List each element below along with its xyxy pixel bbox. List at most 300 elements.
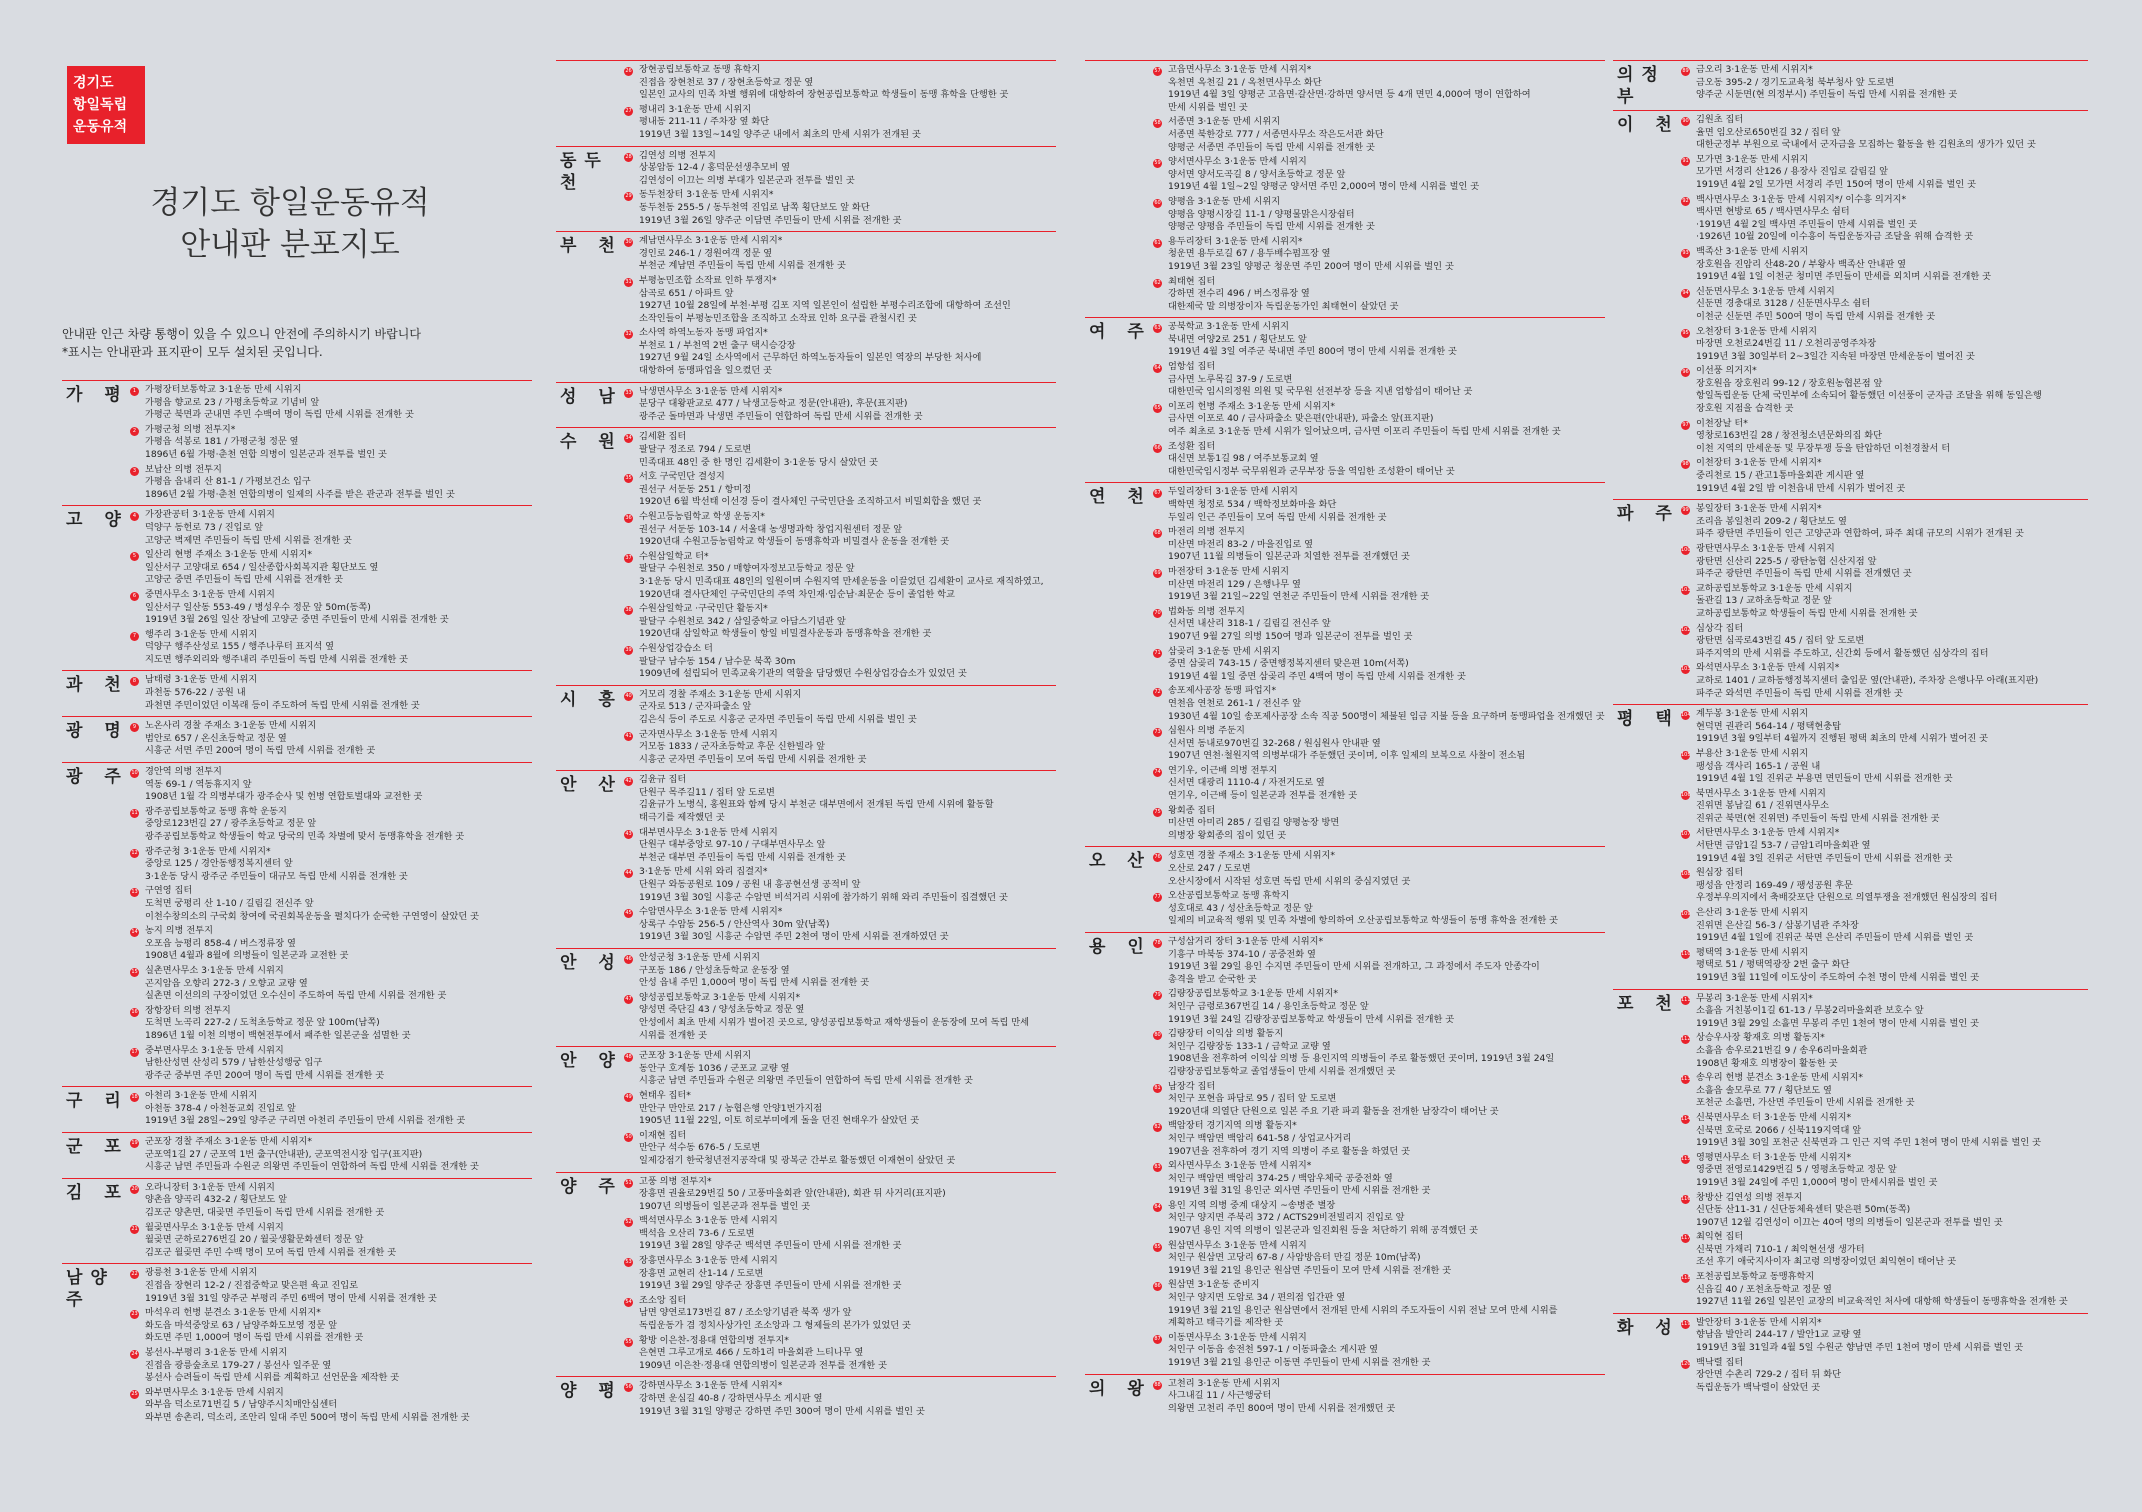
site-text: [1696, 1152, 1937, 1190]
site-number-badge: 22: [131, 1271, 138, 1278]
region-section: [1613, 110, 2088, 497]
site-number-badge: 102: [1681, 626, 1691, 633]
site-title: 창방산 김연성 의병 전투지: [1696, 1191, 1803, 1203]
site-entry: [1153, 988, 1605, 1026]
site-title: 오라니장터 3·1운동 만세 시위지: [145, 1181, 275, 1193]
site-title: 수암면사무소 3·1운동 만세 시위지*: [639, 906, 783, 918]
site-detail: 동두천동 255-5 / 동두천역 진입로 남쪽 횡단보도 앞 화단: [639, 201, 870, 213]
site-entry: [624, 1295, 1056, 1333]
site-number-badge: 6: [130, 592, 139, 601]
site-number-badge: 104: [1681, 712, 1691, 719]
site-detail: 지도면 행주외리와 행주내리 주민들이 독립 만세 시위를 전개한 곳: [145, 653, 408, 665]
site-text: [145, 1222, 396, 1260]
site-detail: 1920년대 의열단 단원으로 일본 주요 기관 파괴 활동을 전개한 남장각이 태어난 곳: [1168, 1105, 1499, 1117]
site-number-badge: 13: [131, 889, 138, 896]
site-detail: 역동 69-1 / 역동휴지지 앞: [145, 778, 252, 790]
site-text: [639, 511, 949, 549]
site-number-badge: 71: [1154, 649, 1161, 656]
site-entry: [1681, 993, 2088, 1031]
site-detail: 양성면 죽단길 43 / 양성초등학교 정문 옆: [639, 1004, 805, 1016]
site-title: 부평농민조합 소작료 인하 투쟁지*: [639, 274, 777, 286]
site-entry: [130, 509, 532, 547]
site-number-badge: 97: [1682, 421, 1689, 428]
site-title: 구성삼거리 장터 3·1운동 만세 시위지*: [1168, 936, 1324, 947]
site-detail: 양평군 서종면 주민들이 독립 만세 시위를 전개한 곳: [1168, 141, 1375, 153]
region-section: [556, 146, 1056, 230]
site-number-badge: 5: [130, 552, 139, 561]
site-title: 서탄면사무소 3·1운동 만세 시위지*: [1696, 827, 1840, 839]
site-number-badge: 74: [1154, 768, 1161, 775]
site-title: 고천리 3·1운동 만세 시위지: [1168, 1377, 1281, 1389]
site-entry: [1681, 1072, 2088, 1110]
site-list: [1153, 1378, 1605, 1418]
site-detail: 1919년 3월 30일 시흥군 수암면 비석거리 시위에 참가하기 위해 와리 주민들이 집결했던 곳: [639, 891, 1008, 903]
site-list: [130, 1136, 532, 1176]
site-detail: 1907년을 전후하여 경기 지역 의병이 주로 활동을 하였던 곳: [1168, 1145, 1410, 1157]
site-detail: 부천군 계남면 주민들이 독립 만세 시위를 전개한 곳: [639, 260, 846, 272]
site-title: 월곶면사무소 3·1운동 만세 시위지: [145, 1221, 284, 1233]
site-text: [1696, 867, 1998, 905]
site-number-badge: 110: [1681, 950, 1691, 957]
region-section: [1085, 60, 1605, 315]
site-detail: 1907년 11월 의병들이 일본군과 치열한 전투를 전개했던 곳: [1168, 551, 1410, 563]
site-text: [1696, 418, 1950, 456]
site-entry: [1681, 543, 2088, 581]
site-entry: [1153, 486, 1605, 524]
site-entry: [1681, 827, 2088, 865]
region-section: [1085, 482, 1605, 844]
site-detail: 1896년 1월 이천 의병이 백현전투에서 패주한 일본군을 섬멸한 곳: [145, 1029, 411, 1041]
site-number-badge: 77: [1154, 894, 1161, 901]
site-detail: 분당구 대왕판교로 477 / 낙생고등학교 정문(안내판), 후문(표지판): [639, 398, 908, 410]
site-list: [130, 1182, 532, 1262]
site-entry: [1681, 1192, 2088, 1230]
site-detail: 서종면 북한강로 777 / 서종면사무소 작은도서관 화단: [1168, 128, 1384, 140]
site-detail: 처인구 양지면 도암로 34 / 편의점 입간판 옆: [1168, 1292, 1346, 1304]
site-detail: 북내면 여양2로 251 / 횡단보도 앞: [1168, 333, 1307, 345]
site-text: [145, 1090, 465, 1128]
site-entry: [624, 511, 1056, 549]
site-text: [1168, 805, 1339, 843]
site-entry: [1681, 708, 2088, 746]
site-number-badge: 60: [1154, 199, 1161, 206]
site-text: [1168, 765, 1357, 803]
site-number-badge: 68: [1154, 530, 1161, 537]
site-list: [1153, 850, 1605, 930]
site-list: [130, 384, 532, 503]
region-name: 파 주: [1617, 504, 1680, 525]
site-title: 이천장터 3·1운동 만세 시위지*: [1696, 457, 1822, 469]
site-detail: 1919년 3월 28일~29일 양주군 구리면 아천리 주민들이 만세 시위를 전개한 곳: [145, 1115, 466, 1127]
site-text: [1696, 543, 1912, 581]
region-section: [1085, 846, 1605, 930]
site-detail: 강하면 전수리 496 / 버스정류장 옆: [1168, 288, 1310, 300]
site-entry: [624, 729, 1056, 767]
site-title: 와석면사무소 3·1운동 만세 시위지*: [1696, 662, 1840, 674]
site-entry: [1681, 1271, 2088, 1309]
site-entry: [130, 885, 532, 923]
site-title: 남장각 집터: [1168, 1080, 1216, 1092]
site-number-badge: 14: [131, 929, 138, 936]
site-entry: [1153, 725, 1605, 763]
site-detail: 1919년 4월 1일~2일 양평군 양서면 주민 2,000여 명이 만세 시위를 벌인 곳: [1168, 181, 1480, 193]
site-detail: 거모동 1833 / 군자초등학교 후문 신한빌라 앞: [639, 741, 826, 753]
site-detail: 우정부우의지에서 축배갖포단 단원으로 의열투쟁을 전개했던 원심장의 집터: [1696, 892, 1998, 904]
site-text: [1696, 1072, 1915, 1110]
site-entry: [1681, 457, 2088, 495]
column-2: [556, 60, 1056, 1422]
site-detail: 1920년대 수원고등농림학교 학생들이 동맹휴학과 비밀결사 운동을 전개한 곳: [639, 536, 950, 548]
site-text: [639, 866, 1008, 904]
site-title: 황방 이은찬-정용대 연합의병 전투지*: [639, 1334, 789, 1346]
site-list: [624, 235, 1056, 380]
region-name: 안 성: [560, 953, 623, 973]
site-detail: 향남읍 발안리 244-17 / 발안1교 교량 옆: [1696, 1329, 1862, 1341]
site-text: [1696, 583, 1918, 621]
site-detail: 오산로 247 / 도로변: [1168, 863, 1251, 875]
region-name: 광 주: [66, 767, 129, 788]
site-detail: 중앙로123번길 27 / 광주초등학교 정문 앞: [145, 818, 317, 830]
site-detail: 1919년 3월 29일 소흘면 무봉리 주민 1천여 명이 만세 시위를 벌인 곳: [1696, 1017, 1980, 1029]
region-name: 오 산: [1089, 851, 1152, 872]
site-title: 백낙렬 집터: [1696, 1356, 1744, 1368]
site-entry: [130, 1307, 532, 1345]
site-text: [1168, 725, 1525, 763]
region-name: 양 평: [560, 1381, 623, 1402]
site-entry: [624, 1380, 1056, 1418]
site-detail: 연기우, 이근배 등이 일본군과 전투를 전개한 곳: [1168, 790, 1358, 802]
site-detail: 1907년 연천·철원지역 의병부대가 주둔했던 곳이며, 이후 일제의 보복으로 사찰이 전소됨: [1168, 750, 1526, 762]
site-number-badge: 69: [1154, 569, 1161, 576]
site-title: 송포제사공장 동맹 파업지*: [1168, 685, 1277, 697]
site-title: 두일리장터 3·1운동 만세 시위지: [1168, 486, 1298, 498]
region-section: [62, 1086, 532, 1130]
site-detail: 시위를 전개한 곳: [639, 1029, 707, 1041]
site-title: 와부면사무소 3·1운동 만세 시위지: [145, 1386, 284, 1398]
site-number-badge: 56: [625, 1384, 632, 1391]
site-number-badge: 54: [625, 1298, 632, 1305]
site-entry: [1681, 1357, 2088, 1395]
site-text: [639, 729, 867, 767]
site-number-badge: 80: [1154, 1032, 1161, 1039]
site-entry: [130, 549, 532, 587]
site-detail: 1896년 6월 가평·춘천 연합 의병이 일본군과 전투를 벌인 곳: [145, 448, 387, 460]
site-title: 원심장 집터: [1696, 867, 1744, 879]
site-text: [1696, 907, 1973, 945]
site-detail: 삼곡로 651 / 아파트 앞: [639, 287, 734, 299]
region-section: [62, 1263, 532, 1426]
site-title: 아천리 3·1운동 만세 시위지: [145, 1090, 258, 1102]
site-detail: 파주 광탄면 주민들이 인근 고양군과 연합하여, 파주 최대 규모의 시위가 전개된 곳: [1696, 528, 2024, 540]
region-section: [62, 1132, 532, 1176]
site-entry: [1153, 156, 1605, 194]
site-detail: 1920년대 결사단체인 구국민단의 주역 차인재·임순남·최문순 등이 졸업한 학교: [639, 588, 955, 600]
site-detail: 교하공립보통학교 학생들이 독립 만세 시위를 전개한 곳: [1696, 607, 1918, 619]
site-detail: 청운면 용두로길 67 / 용두배수펌프장 옆: [1168, 248, 1331, 260]
site-entry: [624, 551, 1056, 601]
site-title: 김원초 집터: [1696, 114, 1744, 125]
site-title: 군포장 경찰 주재소 3·1운동 만세 시위지*: [145, 1136, 312, 1148]
site-detail: 금사면 노루목길 37-9 / 도로변: [1168, 373, 1293, 385]
region-name: 의 왕: [1089, 1378, 1152, 1399]
site-entry: [130, 1045, 532, 1083]
site-detail: 신단동 산11-31 / 신단동체육센터 맞은편 50m(동쪽): [1696, 1204, 1911, 1216]
site-text: [1168, 156, 1479, 194]
site-entry: [1681, 867, 2088, 905]
site-detail: 신서면 내산리 318-1 / 길림길 전신주 앞: [1168, 618, 1331, 630]
site-entry: [1681, 1032, 2088, 1070]
site-entry: [1681, 947, 2088, 985]
site-detail: 1908년 4월과 8월에 의병들이 일본군과 교전한 곳: [145, 950, 349, 962]
site-entry: [624, 603, 1056, 641]
site-number-badge: 91: [1682, 157, 1689, 164]
site-title: 신둔면사무소 3·1운동 만세 시위지: [1696, 285, 1835, 297]
site-text: [1168, 1160, 1430, 1198]
region-name: 이 천: [1617, 115, 1680, 135]
site-detail: 경인로 246-1 / 경원여객 정문 옆: [639, 247, 773, 259]
region-name: 안 산: [560, 775, 623, 796]
site-number-badge: 67: [1154, 490, 1161, 497]
site-detail: 김윤규가 노병식, 홍원표와 함께 당시 부천군 대부면에서 전개된 독립 만세 시위에 활동할: [639, 799, 994, 811]
site-detail: 1919년 4월 1일 진위군 부용면 면민들이 만세 시위를 전개한 곳: [1696, 773, 1953, 785]
site-text: [1696, 1317, 2023, 1355]
site-number-badge: 30: [625, 239, 632, 246]
site-entry: [130, 720, 532, 758]
site-number-badge: 16: [131, 1008, 138, 1015]
site-detail: 평택로 51 / 평택역광장 2번 출구 화단: [1696, 959, 1850, 971]
site-title: 김량장공립보통학교 3·1운동 만세 시위지*: [1168, 988, 1338, 1000]
site-detail: 양평군 양평읍 주민들이 독립 만세 시위를 전개한 곳: [1168, 221, 1375, 233]
site-text: [639, 952, 869, 990]
site-title: 영평면사무소 터 3·1운동 만세 시위지*: [1696, 1151, 1852, 1163]
site-number-badge: 23: [131, 1311, 138, 1318]
site-detail: 1919년 3월 29일 양주군 장흥면 주민들이 만세 시위를 전개한 곳: [639, 1280, 902, 1292]
site-title: 보납산 의병 전투지: [145, 463, 222, 475]
site-detail: 영창로163번길 28 / 창전청소년문화의집 화단: [1696, 430, 1883, 442]
site-number-badge: 3: [130, 467, 139, 476]
site-detail: 1920년대 삼일학교 학생들이 항일 비밀결사운동과 동맹휴학을 전개한 곳: [639, 628, 932, 640]
site-detail: 포천군 소흘면, 가산면 주민들이 만세 시위를 전개한 곳: [1696, 1097, 1915, 1109]
site-entry: [624, 1255, 1056, 1293]
site-title: 서종면 3·1운동 만세 시위지: [1168, 116, 1281, 128]
site-title: 가평장터보통학교 3·1운동 만세 시위지: [145, 384, 302, 395]
site-text: [1696, 748, 1953, 786]
site-detail: 미산면 마전리 83-2 / 마을진입로 옆: [1168, 538, 1314, 550]
site-entry: [1681, 246, 2088, 284]
site-detail: 1930년 4월 10일 송포제사공장 소속 직공 500명이 체불된 임금 지불 등을 요구하며 동맹파업을 전개했던 곳: [1168, 710, 1605, 722]
site-detail: 교하로 1401 / 교하동행정복지센터 출입문 옆(안내판), 주차장 은행나무 아래(표지판): [1696, 674, 2039, 686]
site-list: [1681, 1317, 2088, 1397]
site-list: [1681, 993, 2088, 1311]
site-title: 백사면사무소 3·1운동 만세 시위지*/ 이수흥 의거지*: [1696, 193, 1907, 205]
site-detail: 1919년 4월 2일 모가면 서경리 주민 150여 명이 만세 시위를 벌인 곳: [1696, 178, 1976, 190]
region-section: [1085, 1374, 1605, 1418]
site-detail: 평내동 211-11 / 주차장 옆 화단: [639, 116, 770, 128]
site-detail: 곤지암읍 오향리 272-3 / 오향교 교량 옆: [145, 977, 308, 989]
site-entry: [1153, 1160, 1605, 1198]
site-number-badge: 70: [1154, 609, 1161, 616]
site-detail: 1919년 3월 24일에 주민 1,000여 명이 만세시위를 벌인 곳: [1696, 1176, 1938, 1188]
site-detail: 군자로 513 / 군자파출소 앞: [639, 701, 752, 713]
site-detail: 영중면 전영로1429번길 5 / 영평초등학교 정문 앞: [1696, 1164, 1897, 1176]
site-title: 가장관공터 3·1운동 만세 시위지: [145, 509, 275, 521]
site-number-badge: 34: [625, 435, 632, 442]
site-detail: 1919년 3월 24일 김량장공립보통학교 학생들이 만세 시위를 전개한 곳: [1168, 1013, 1455, 1025]
site-title: 평택역 3·1운동 만세 시위지: [1696, 946, 1809, 958]
site-entry: [624, 1335, 1056, 1373]
site-title: 오천장터 3·1운동 만세 시위지: [1696, 325, 1817, 337]
site-detail: ·1919년 4월 2일 백사면 주민들이 만세 시위를 벌인 곳: [1696, 218, 1918, 230]
site-list: [624, 689, 1056, 769]
site-text: [1696, 286, 1935, 324]
region-section: [556, 427, 1056, 682]
site-text: [639, 104, 921, 142]
site-detail: 장호원읍 장호원리 99-12 / 장호원농협본점 앞: [1696, 377, 1883, 389]
site-title: 이동면사무소 3·1운동 만세 시위지: [1168, 1331, 1307, 1343]
site-detail: 강하면 운심길 40-8 / 강하면사무소 게시판 옆: [639, 1393, 823, 1404]
region-name: 남양주: [66, 1268, 115, 1311]
site-text: [1696, 1192, 2003, 1230]
region-name: 안 양: [560, 1051, 623, 1072]
site-number-badge: 85: [1154, 1243, 1161, 1250]
site-title: 마전리 의병 전투지: [1168, 526, 1245, 538]
site-detail: 연천읍 연천로 261-1 / 전신주 앞: [1168, 697, 1302, 709]
site-detail: 상록구 수암동 256-5 / 안산역사 30m 앞(남쪽): [639, 918, 830, 930]
site-text: [1168, 116, 1384, 154]
site-detail: 시흥군 서면 주민 200여 명이 독립 만세 시위를 전개한 곳: [145, 745, 376, 757]
site-entry: [624, 827, 1056, 865]
site-detail: 시흥군 남면 주민들과 수원군 의왕면 주민들이 연합하여 독립 만세 시위를 전개한 곳: [639, 1075, 973, 1087]
site-number-badge: 105: [1681, 751, 1691, 758]
region-section: [1613, 60, 2088, 108]
region-name: 양 주: [560, 1176, 623, 1197]
site-detail: 팽성읍 객사리 165-1 / 공원 내: [1696, 760, 1821, 772]
site-entry: [130, 1347, 532, 1385]
site-number-badge: 116: [1681, 1195, 1691, 1202]
site-detail: 일본인 교사의 민족 차별 행위에 대항하여 장현공립보통학교 학생들이 동맹 휴학을 단행한 곳: [639, 89, 1009, 101]
site-list: [1153, 936, 1605, 1372]
site-number-badge: 94: [1682, 289, 1689, 296]
region-name: 동두천: [560, 150, 609, 193]
site-entry: [1681, 194, 2088, 244]
region-name: 성 남: [560, 386, 623, 407]
site-detail: 1919년 4월 1일 중면 삼곶리 주민 4백여 명이 독립 만세 시위를 전개한 곳: [1168, 670, 1466, 682]
site-detail: 김량장공립보통학교 졸업생들이 만세 시위를 전개했던 곳: [1168, 1065, 1396, 1077]
site-number-badge: 84: [1154, 1203, 1161, 1210]
region-name: [556, 64, 624, 144]
site-detail: 팔달구 정조로 794 / 도로변: [639, 444, 752, 456]
site-entry: [1681, 64, 2088, 102]
site-entry: [1153, 805, 1605, 843]
site-list: [1681, 114, 2088, 497]
site-detail: 미산면 아미리 285 / 길림길 양평농장 방면: [1168, 817, 1340, 829]
site-entry: [1681, 1152, 2088, 1190]
site-detail: 총격을 받고 순국한 곳: [1168, 973, 1257, 985]
site-number-badge: 53: [625, 1259, 632, 1266]
site-title: 실촌면사무소 3·1운동 만세 시위지: [145, 964, 284, 976]
site-number-badge: 92: [1682, 197, 1689, 204]
site-text: [1168, 566, 1429, 604]
column-4: [1613, 60, 2088, 1398]
site-number-badge: 62: [1154, 279, 1161, 286]
site-list: [130, 1090, 532, 1130]
site-detail: 1919년 3월 30일 포천군 신북면과 그 인근 지역 주민 1천여 명이 만세 시위를 벌인 곳: [1696, 1137, 2042, 1149]
site-detail: 1907년 9월 27일 의병 150여 명과 일본군이 전투를 벌인 곳: [1168, 630, 1413, 642]
site-text: [639, 1380, 925, 1418]
site-number-badge: 47: [625, 995, 632, 1002]
region-section: [62, 670, 532, 714]
site-number-badge: 98: [1682, 461, 1689, 468]
site-detail: 범안로 657 / 온신초등학교 정문 옆: [145, 732, 287, 744]
site-detail: 마장면 오천로24번길 11 / 오천리공영주차장: [1696, 338, 1877, 350]
site-number-badge: 29: [625, 193, 632, 200]
site-number-badge: 7: [130, 632, 139, 641]
region-name: 포 천: [1617, 993, 1680, 1014]
site-detail: 파주군 와석면 주민들이 독립 만세 시위를 전개한 곳: [1696, 687, 1903, 699]
site-entry: [1153, 685, 1605, 723]
site-detail: 조선 후기 애국지사이자 최고령 의병장이었던 최익현이 태어난 곳: [1696, 1256, 1957, 1268]
site-detail: 현덕면 권관리 564-14 / 평택현충탑: [1696, 720, 1841, 732]
site-text: [1168, 685, 1605, 723]
site-detail: 1919년 3월 28일 양주군 백석면 주민들이 만세 시위를 전개한 곳: [639, 1240, 902, 1252]
site-entry: [1681, 662, 2088, 700]
site-entry: [624, 275, 1056, 325]
site-title: 서호 구국민단 결성지: [639, 471, 725, 483]
site-detail: 독립운동가 겸 정치사상가인 조소앙과 그 형제들의 본가가 있었던 곳: [639, 1320, 911, 1332]
site-detail: 광주공립보통학교 학생들이 학교 당국의 민족 차별에 맞서 동맹휴학을 전개한 곳: [145, 831, 465, 842]
site-detail: 1919년 3월 9일부터 4월까지 진행된 평택 최초의 만세 시위가 벌어진 곳: [1696, 733, 1988, 745]
site-detail: 대신면 보통1길 98 / 여주보통교회 옆: [1168, 453, 1319, 465]
site-title: 동두천장터 3·1운동 만세 시위지*: [639, 189, 774, 201]
site-title: 농지 의병 전투지: [145, 925, 213, 937]
site-title: 연기우, 이근배 의병 전투지: [1168, 764, 1278, 776]
site-entry: [1681, 418, 2088, 456]
site-title: 북면사무소 3·1운동 만세 시위지: [1696, 787, 1826, 799]
site-number-badge: 27: [625, 107, 632, 114]
site-detail: 1919년 3월 21일 용인군 이동면 주민들이 만세 시위를 전개한 곳: [1168, 1357, 1431, 1368]
site-list: [1153, 64, 1605, 315]
site-detail: 1919년 4월 3일 양평군 고읍면·갈산면·강하면 양서면 등 4개 면민 4,000여 명이 연합하여: [1168, 89, 1531, 101]
site-number-badge: 88: [1154, 1381, 1161, 1388]
site-detail: 태극기를 제작했던 곳: [639, 812, 725, 824]
site-detail: 1927년 9월 24일 소사역에서 근무하던 하역노동자들이 일본인 역장의 부당한 처사에: [639, 352, 982, 364]
site-detail: 신서면 동내로970번길 32-268 / 원심원사 안내판 옆: [1168, 737, 1381, 749]
site-title: 법화동 의병 전투지: [1168, 605, 1245, 617]
region-name: 의정부: [1617, 65, 1666, 107]
site-detail: 신읍길 40 / 포천초등학교 정문 옆: [1696, 1283, 1832, 1295]
site-detail: 1919년 3월 13일~14일 양주군 내에서 최초의 만세 시위가 전개된 곳: [639, 128, 921, 140]
site-number-badge: 15: [131, 968, 138, 975]
site-title: 부용산 3·1운동 만세 시위지: [1696, 747, 1809, 759]
region-section: [1613, 989, 2088, 1311]
site-title: 김량장터 이익삼 의병 활동지: [1168, 1028, 1284, 1040]
region-name: 고 양: [66, 510, 129, 531]
site-detail: 봉선사 승려들이 독립 만세 시위를 계획하고 선언문을 제작한 곳: [145, 1372, 400, 1384]
site-number-badge: 45: [625, 910, 632, 917]
site-detail: 가평읍 읍내리 산 81-1 / 가평보건소 입구: [145, 476, 311, 488]
site-title: 광탄면사무소 3·1운동 만세 시위지: [1696, 543, 1835, 554]
site-text: [639, 1255, 901, 1293]
site-title: 모가면 3·1운동 만세 시위지: [1696, 153, 1809, 165]
site-text: [1696, 1357, 1841, 1395]
site-number-badge: 61: [1154, 239, 1161, 246]
site-text: [145, 464, 455, 502]
site-detail: 1919년 4월 3일 여주군 북내면 주민 800여 명이 만세 시위를 전개한 곳: [1168, 346, 1457, 358]
site-text: [1168, 1332, 1430, 1370]
site-detail: 도척면 노곡리 227-2 / 도척초등학교 정문 앞 100m(남쪽): [145, 1017, 380, 1029]
site-entry: [624, 952, 1056, 990]
site-text: [1696, 503, 2024, 541]
